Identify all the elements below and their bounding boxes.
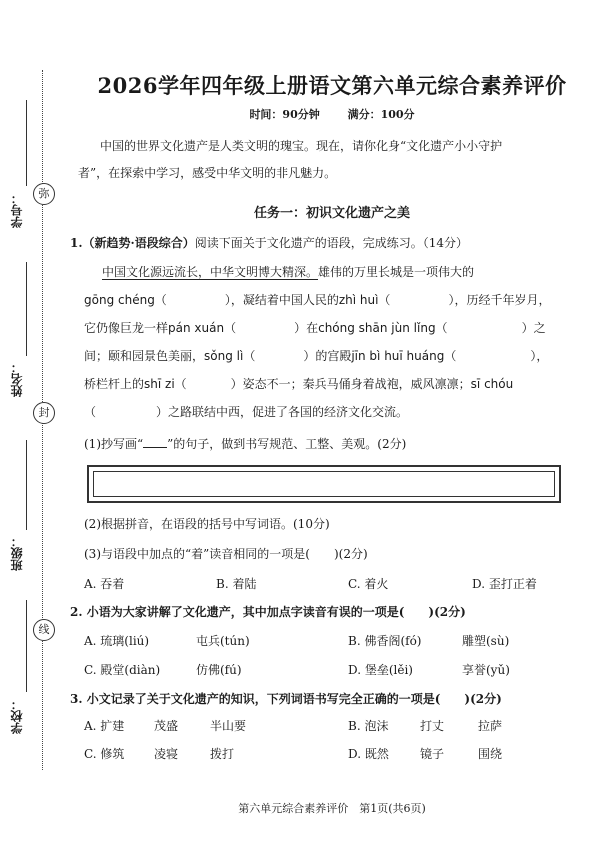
seal-mark-mi: 弥	[33, 183, 55, 205]
q1-option-c[interactable]: C. 着火	[348, 577, 389, 591]
q3-option-d[interactable]: D. 既然	[348, 747, 389, 761]
page-footer: 第六单元综合素养评价 第1页(共6页)	[238, 802, 426, 815]
q3-option-b-word3: 拉萨	[478, 719, 503, 733]
q1-tag: （新趋势·语段综合）	[82, 236, 195, 250]
q1-passage-line-3	[84, 318, 546, 338]
pinyin-gongcheng: gōng chéng（	[84, 293, 167, 307]
q3-option-b-word2: 打丈	[420, 719, 445, 733]
q1-option-d[interactable]: D. 歪打正着	[472, 577, 537, 591]
student-no-label: 学号：	[10, 192, 24, 228]
passage-underlined-sentence: 中国文化源远流长，中华文明博大精深。	[102, 265, 319, 279]
exam-score: 满分：100分	[347, 108, 415, 121]
passage-text: ）在	[294, 321, 319, 335]
q3-option-c[interactable]: C. 修筑	[84, 747, 125, 761]
name-field[interactable]	[26, 262, 27, 356]
sub1-text: (1)抄写画“	[84, 437, 144, 451]
q3-option-a-word3: 半山要	[210, 719, 247, 733]
q2-option-d2: 享誉(yǔ)	[462, 663, 510, 677]
school-label: 学校：	[10, 698, 24, 734]
q1-sub1	[84, 434, 406, 454]
q1-passage-line-4	[84, 346, 548, 366]
q1-passage-line-2	[84, 290, 550, 310]
passage-text: 雄伟的万里长城是一项伟大的	[318, 265, 475, 279]
q2-option-a1[interactable]: A. 琉璃(liú)	[84, 634, 150, 648]
pinyin-chongshanjunling: chóng shān jùn lǐng（	[318, 321, 448, 335]
q3-option-c-word3: 拨打	[210, 747, 235, 761]
passage-text: ），历经千年岁月，	[448, 293, 551, 307]
q3-option-a[interactable]: A. 扩建	[84, 719, 125, 733]
intro-line-1: 中国的世界文化遗产是人类文明的瑰宝。现在，请你化身“文化遗产小小守护	[100, 139, 503, 153]
exam-time: 时间：90分钟	[249, 108, 320, 121]
q2-option-a2: 屯兵(tún)	[196, 634, 250, 648]
q1-passage-line-6: （ ）之路联结中西，促进了各国的经济文化交流。	[84, 405, 409, 419]
handwriting-box[interactable]	[87, 465, 561, 503]
exam-meta	[70, 106, 594, 122]
q2-stem: 2. 小语为大家讲解了文化遗产，其中加点字读音有误的一项是( )(2分)	[70, 605, 466, 619]
passage-text: 间；颐和园景色美丽，	[84, 349, 205, 363]
binding-strip	[0, 0, 70, 841]
task-heading: 任务一：初识文化遗产之美	[253, 206, 410, 221]
passage-text: ）之	[521, 321, 546, 335]
school-field[interactable]	[26, 600, 27, 692]
q3-stem: 3. 小文记录了关于文化遗产的知识，下列词语书写完全正确的一项是( )(2分)	[70, 692, 502, 706]
class-label: 班级：	[10, 535, 24, 571]
student-no-field[interactable]	[26, 100, 27, 186]
q2-option-b1[interactable]: B. 佛香阁(fó)	[348, 634, 422, 648]
name-label: 姓名：	[10, 361, 24, 397]
q1-passage-line-1	[102, 262, 474, 282]
q2-option-c1[interactable]: C. 殿堂(diàn)	[84, 663, 161, 677]
seal-mark-feng: 封	[33, 402, 55, 424]
pinyin-songli: sǒng lì（	[204, 349, 256, 363]
q1-passage-line-5	[84, 374, 513, 394]
pinyin-zhihui: zhì huì（	[338, 293, 391, 307]
underline-sample	[143, 436, 167, 448]
q2-option-d1[interactable]: D. 堡垒(lěi)	[348, 663, 413, 677]
q3-option-a-word2: 茂盛	[154, 719, 179, 733]
passage-text: ）的宫殿	[303, 349, 352, 363]
q2-option-c2: 仿佛(fú)	[196, 663, 242, 677]
passage-text: ）姿态不一；秦兵马俑身着战袍，威风凛凛；	[230, 377, 471, 391]
passage-text: 桥栏杆上的	[84, 377, 145, 391]
pinyin-shizi: shī zi（	[144, 377, 187, 391]
q3-option-d-word2: 镜子	[420, 747, 445, 761]
q1-stem-text: 阅读下面关于文化遗产的语段，完成练习。（14分）	[194, 236, 468, 250]
sub1-text: ”的句子，做到书写规范、工整、美观。(2分)	[167, 437, 407, 451]
q1-sub3: (3)与语段中加点的“着”读音相同的一项是( )(2分)	[84, 547, 368, 561]
passage-text: ），	[530, 349, 549, 363]
intro-line-2: 者”，在探索中学习，感受中华文明的非凡魅力。	[78, 166, 337, 180]
q3-option-b[interactable]: B. 泡沫	[348, 719, 389, 733]
seal-mark-xian: 线	[33, 619, 55, 641]
page-title: 2026学年四年级上册语文第六单元综合素养评价	[97, 73, 567, 98]
q3-option-c-word2: 凌寝	[154, 747, 179, 761]
pinyin-jinbihuihuang: jīn bì huī huáng（	[351, 349, 457, 363]
q3-option-d-word3: 围绕	[478, 747, 503, 761]
passage-text: ），凝结着中国人民的	[224, 293, 339, 307]
q2-option-b2: 雕塑(sù)	[462, 634, 510, 648]
class-field[interactable]	[26, 440, 27, 530]
q1-stem	[70, 233, 468, 253]
q1-option-a[interactable]: A. 吞着	[84, 577, 125, 591]
q1-option-b[interactable]: B. 着陆	[216, 577, 257, 591]
passage-text: 它仍像巨龙一样	[84, 321, 169, 335]
q1-number: 1.	[70, 236, 83, 250]
pinyin-panxuan: pán xuán（	[168, 321, 237, 335]
pinyin-sichou: sī chóu	[470, 377, 514, 391]
q1-sub2: (2)根据拼音，在语段的括号中写词语。(10分)	[84, 517, 330, 531]
